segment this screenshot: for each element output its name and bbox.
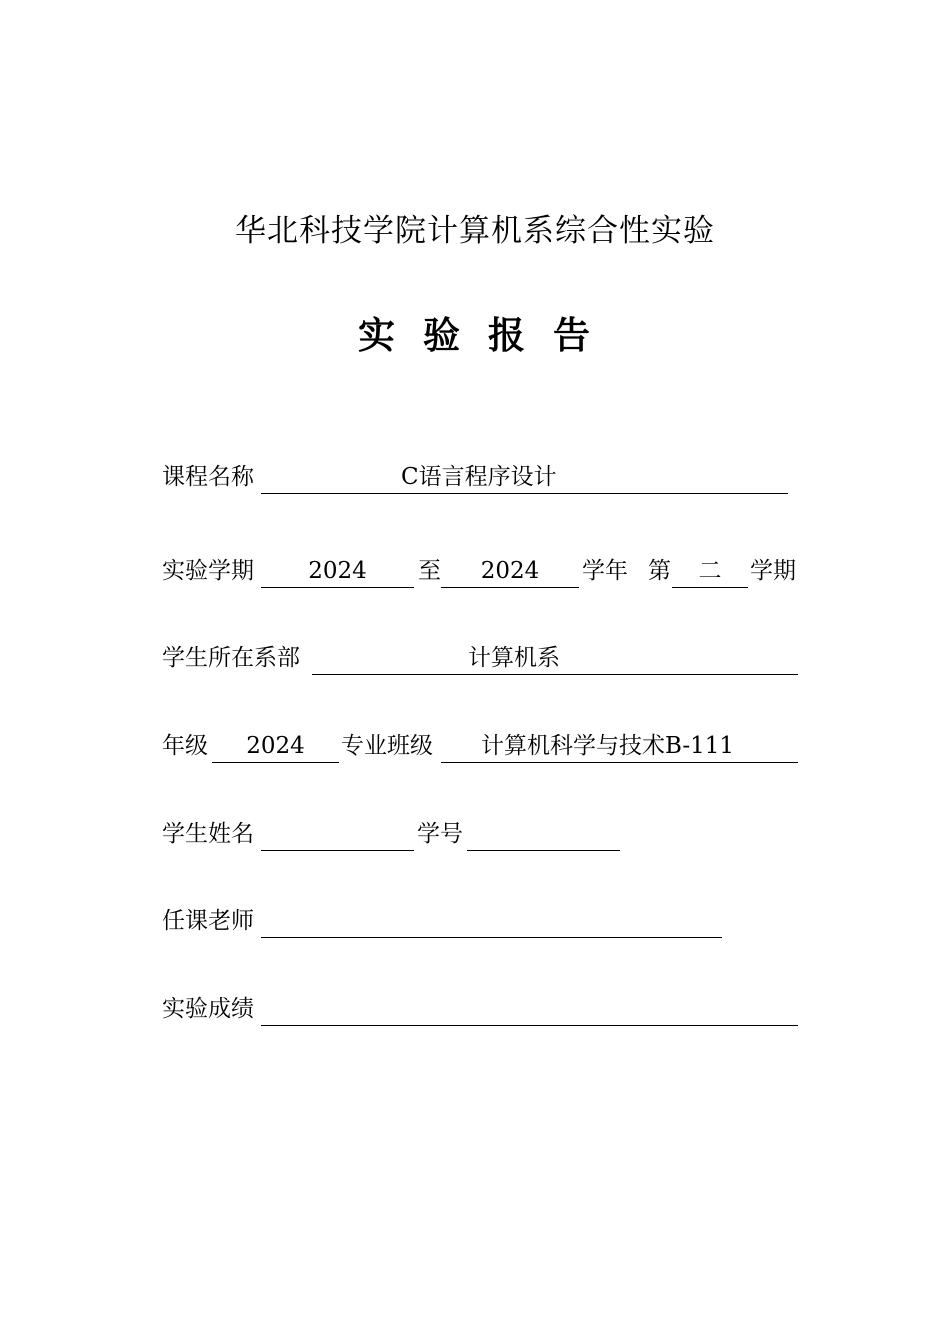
- semester-label: 实验学期: [162, 558, 254, 584]
- student-name-label: 学生姓名: [162, 821, 254, 847]
- term-suffix: 学期: [750, 558, 796, 584]
- grade-field[interactable]: [212, 730, 339, 763]
- report-title-char: 实: [358, 313, 397, 357]
- grade-label: 年级: [162, 733, 208, 759]
- grade-value: 2024: [246, 733, 305, 759]
- teacher-label: 任课老师: [162, 908, 254, 934]
- year-from-value: 2024: [308, 558, 367, 584]
- class-label: 专业班级: [341, 733, 433, 759]
- report-title-char: 告: [553, 313, 592, 357]
- teacher-field[interactable]: [261, 905, 722, 938]
- term-value: 二: [698, 558, 722, 584]
- department-field[interactable]: [312, 642, 798, 675]
- class-value: 计算机科学与技术B-111: [481, 733, 734, 759]
- student-name-field[interactable]: [261, 818, 414, 851]
- department-value: 计算机系: [468, 645, 560, 671]
- student-id-field[interactable]: [467, 818, 620, 851]
- year-to-field[interactable]: [441, 555, 579, 588]
- year-from-field[interactable]: [261, 555, 414, 588]
- school-year-label: 学年: [582, 558, 628, 584]
- term-field[interactable]: [672, 555, 748, 588]
- department-label: 学生所在系部: [162, 645, 300, 671]
- course-field[interactable]: [261, 461, 788, 494]
- score-field[interactable]: [261, 993, 798, 1026]
- course-label: 课程名称: [162, 464, 254, 490]
- institution-title: 华北科技学院计算机系综合性实验: [235, 213, 715, 249]
- score-label: 实验成绩: [162, 996, 254, 1022]
- report-title-char: 报: [488, 313, 527, 357]
- student-id-label: 学号: [417, 821, 463, 847]
- class-field[interactable]: [441, 730, 798, 763]
- course-value: C语言程序设计: [401, 464, 557, 490]
- to-label: 至: [418, 558, 441, 584]
- report-title: [0, 305, 950, 359]
- year-to-value: 2024: [480, 558, 540, 584]
- report-title-char: 验: [423, 313, 462, 357]
- term-prefix: 第: [648, 558, 671, 584]
